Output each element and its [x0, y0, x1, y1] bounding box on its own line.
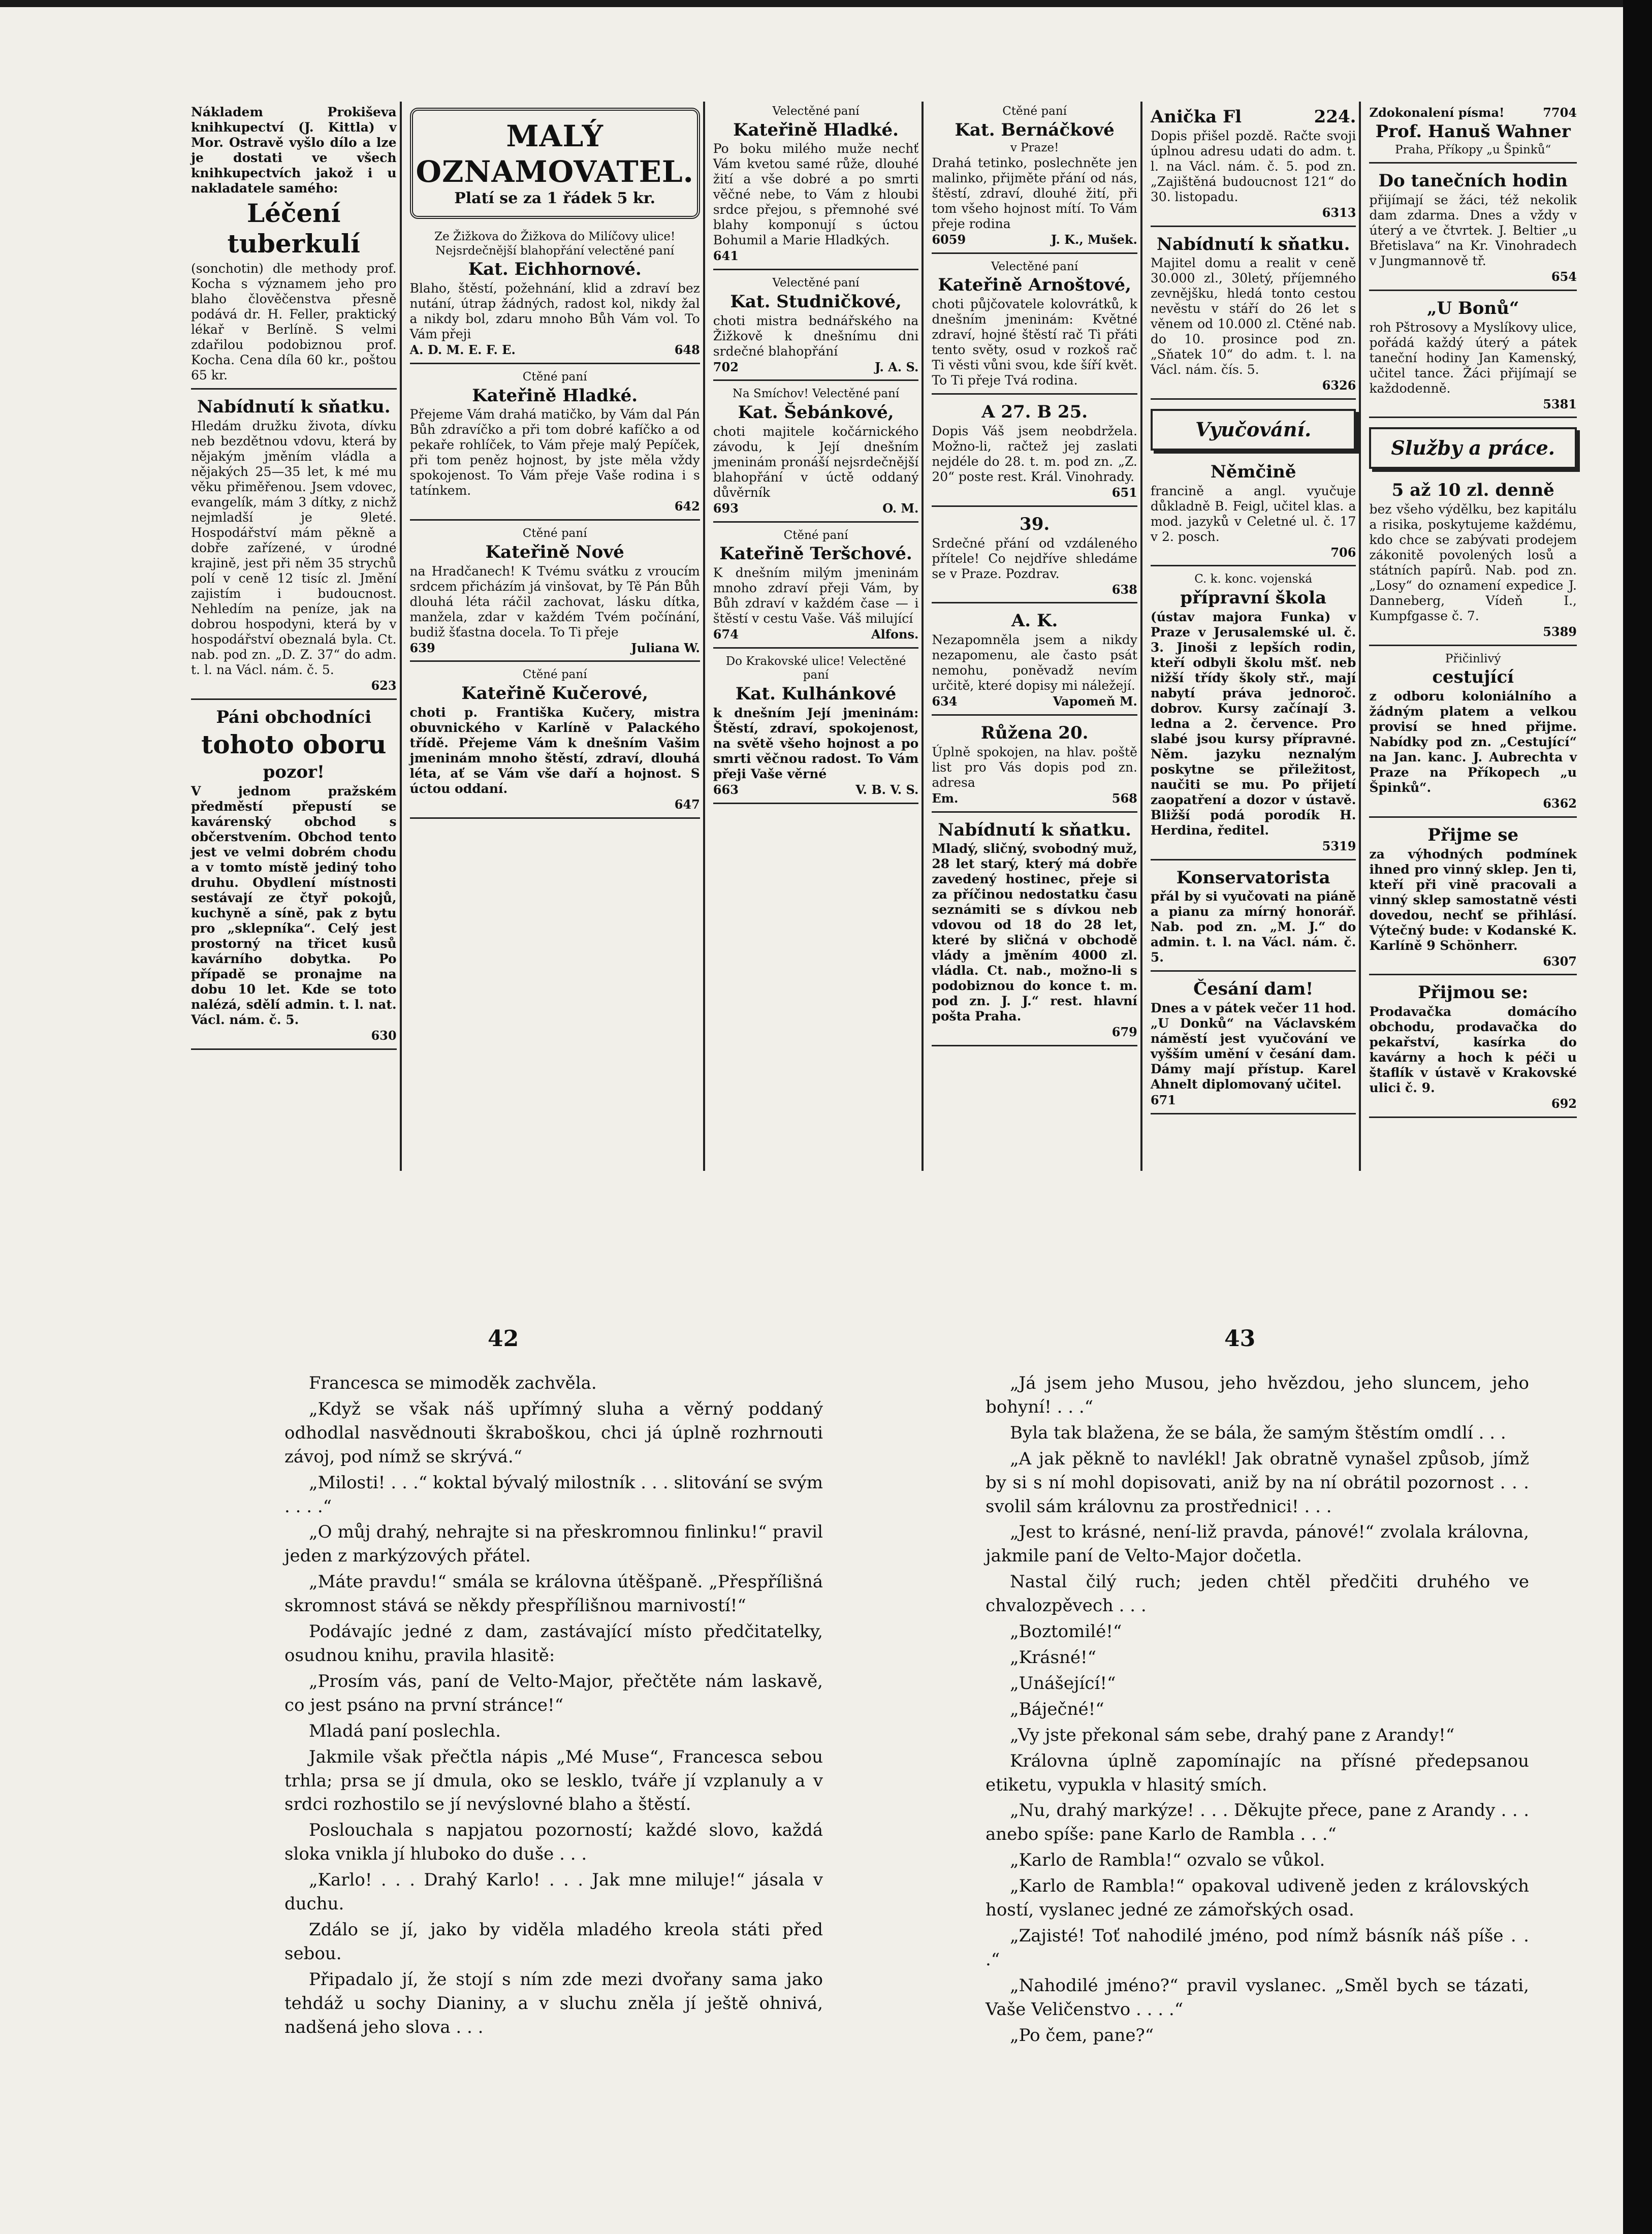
- greeting-ad: [932, 257, 1137, 395]
- ad-number: 642: [674, 499, 700, 514]
- dance-ad: [1369, 167, 1577, 291]
- ad-greeting: Ctěné paní: [522, 370, 587, 384]
- ad-title: A. K.: [1011, 611, 1058, 631]
- ad-number: 674: [713, 626, 739, 642]
- greeting-ad: [410, 665, 700, 818]
- ad-greeting: Velectěné paní: [772, 105, 860, 118]
- ad-footer: [410, 499, 700, 514]
- story-paragraph: „Zajisté! Toť nahodilé jméno, pod nímž básník náš píše . . .“: [986, 1925, 1529, 1970]
- ad-footer: [1369, 270, 1577, 284]
- story-paragraph: „Milosti! . . .“ koktal bývalý milostník . . . slitování se svým . . . .“: [284, 1472, 823, 1517]
- ad-greeting: Ctěné paní: [522, 668, 587, 682]
- ad-body: k dnešním Její jmeninám: Štěstí, zdraví, spokojenost, na světě všeho hojnost a po smrti věčnou radost. To Vám přeji Vaše věrné: [713, 705, 919, 781]
- ad-name: Prof. Hanuš Wahner: [1375, 121, 1571, 142]
- ad-recipient: Kateřině Arnoštové,: [938, 275, 1131, 296]
- ad-body: Dnes a v pátek večer 11 hod. „U Donků“ na Václavském náměstí jest vyučování ve vyšším umění v česání dam. Dámy mají přístup. Karel Ahnelt diplomovaný učitel.: [1150, 1001, 1356, 1092]
- story-paragraph: „Já jsem jeho Musou, jeho hvězdou, jeho sluncem, jeho bohyní! . . .“: [986, 1373, 1529, 1417]
- story-paragraph: „Karlo de Rambla!“ opakoval udiveně jeden z královských hostí, vyslanec jedné ze zámořských osad.: [986, 1876, 1529, 1921]
- ad-signature: J. A. S.: [874, 359, 919, 374]
- ad-code: 224.: [1314, 107, 1356, 127]
- dance-ad: [1369, 294, 1577, 419]
- ad-signature: O. M.: [882, 500, 919, 516]
- greeting-ad: [410, 227, 700, 364]
- ad-number: 6059: [932, 232, 966, 247]
- ad-greeting: Do Krakovské ulice! Velectěné paní: [725, 654, 906, 682]
- ad-title: Zdokonalení písma!: [1369, 105, 1505, 120]
- ad-title: cestující: [1432, 667, 1514, 688]
- greeting-ad: [713, 652, 919, 804]
- book-title: Léčení tuberkulí: [227, 198, 361, 259]
- story-paragraph: „Karlo de Rambla!“ ozvalo se vůkol.: [1010, 1850, 1325, 1871]
- ad-number: 702: [713, 359, 739, 374]
- ad-number: 568: [1111, 790, 1137, 806]
- story-paragraph: „Po čem, pane?“: [1010, 2025, 1154, 2046]
- story-paragraph: Jakmile však přečtla nápis „Mé Muse“, Francesca sebou trhla; prsa se jí dmula, oko se lesklo, tváře jí vzplanuly a v srdci rozhostilo se jí nevýslovné blaho a štěstí.: [284, 1746, 823, 1815]
- ad-greeting: Velectěné paní: [991, 260, 1078, 273]
- ad-body: z odboru koloniálního a žádným platem a velkou provisí se hned přijme. Nabídky pod zn. „Cestující“ na Jan. kanc. J. Aubrechta v Praze na Příkopech „u Špinků“.: [1369, 688, 1577, 795]
- ad-title: Česání dam!: [1193, 979, 1314, 1000]
- ad-number: 639: [409, 640, 435, 655]
- marriage-ad-3: [1151, 230, 1356, 400]
- ad-body: choti mistra bednářského na Žižkově k dnešnímu dni srdečné blahopřání: [713, 313, 919, 359]
- ad-title: Růžena 20.: [980, 722, 1089, 743]
- story-paragraph: „Krásné!“: [1010, 1647, 1097, 1668]
- business-ad: [191, 703, 397, 1050]
- ad-signature: Em.: [932, 790, 959, 806]
- scan-right-edge: [1623, 0, 1652, 2234]
- personal-ad: [932, 398, 1137, 507]
- ads-column-6: [1366, 102, 1580, 1171]
- ad-body: francině a angl. vyučuje důkladně B. Feigl, učitel klas. a mod. jazyků v Celetné ul. č. 17 v 2. posch.: [1150, 483, 1356, 544]
- ad-title: Anička Fl: [1150, 107, 1242, 127]
- hairdressing-ad: [1151, 975, 1356, 1114]
- ad-body: choti p. Františka Kučery, mistra obuvnického v Karlíně v Palackého třídě. Přejeme Vám k dnešním Vašim jmeninám mnoho štěstí, zdraví, dlouhá léta, ať se Vám vše daří a hojnost. S úctou oddaní.: [409, 705, 700, 796]
- ad-footer: [1369, 954, 1577, 969]
- ad-body: Mladý, sličný, svobodný muž, 28 let starý, který má dobře zavedený hostinec, přeje si za příčinou nedostatku času seznámiti se s dívkou neb vdovou od 18 do 28 let, které by sličná v obchodě vlády a jměním 4000 zl. vládla. Ct. nab., možno-li s podobiznou do konce t. m. pod zn. J. J.“ rest. hlavní pošta Praha.: [932, 841, 1137, 1024]
- ad-body: přál by si vyučovati na piáně a pianu za mírný honorář. Nab. pod zn. „M. J.“ do admin. t. l. na Václ. nám. č. 5.: [1150, 889, 1356, 965]
- story-paragraph: Mladá paní poslechla.: [309, 1720, 501, 1741]
- greeting-ad: [713, 384, 919, 522]
- ad-body: Přejeme Vám drahá matičko, by Vám dal Pán Bůh zdravíčko a při tom dobré kafíčko a od pekaře rohlíček, to Vám přeje malý Pepíček, při tom peněz hojnost, by jste měla vždy spokojenost. To Vám přeje Vaše rodina i s tatínkem.: [409, 407, 700, 498]
- marriage-ad-1: [191, 393, 397, 700]
- ad-body: roh Pštrosovy a Myslíkovy ulice, pořádá každý úterý a pátek taneční hodiny Jan Kamenský, učitel tance. Žáci přijímají se každodenně.: [1369, 320, 1577, 396]
- ad-footer: [410, 343, 700, 358]
- story-paragraph: „O můj drahý, nehrajte si na přeskromnou finlinku!“ pravil jeden z markýzových přátel.: [284, 1522, 823, 1567]
- story-paragraph: „Prosím vás, paní de Velto-Major, přečtěte nám laskavě, co jest psáno na první stránce!“: [284, 1671, 823, 1715]
- greeting-ad: [713, 273, 919, 381]
- ad-number: 6362: [1543, 795, 1577, 811]
- job-ad: [1369, 476, 1577, 646]
- ad-footer: [713, 501, 919, 516]
- ad-signature: J. K., Mušek.: [1051, 232, 1137, 247]
- ad-title-row: [1151, 106, 1356, 129]
- story-paragraph: Nastal čilý ruch; jeden chtěl předčiti druhého ve chvalozpěvech . . .: [986, 1572, 1529, 1616]
- ad-footer: [410, 797, 700, 812]
- ad-greeting: Ze Žižkova do Žižkova do Milíčovy ulice! Nejsrdečnější blahopřání velectěné paní: [434, 230, 676, 258]
- section-title: MALÝ OZNAMOVATEL.: [416, 119, 694, 189]
- ad-number: 679: [1111, 1025, 1137, 1040]
- ad-footer: [932, 694, 1137, 709]
- ads-column-3: [710, 102, 924, 1171]
- section-title-box: [410, 108, 700, 219]
- ad-body: Srdečné přání od vzdáleného přítele! Co nejdříve shledáme se v Praze. Pozdrav.: [932, 535, 1137, 581]
- ad-recipient: Kateřině Hladké.: [472, 385, 638, 406]
- ad-signature: V. B. V. S.: [855, 782, 919, 797]
- ad-number: 6313: [1322, 205, 1356, 220]
- business-pozor: pozor!: [263, 762, 325, 783]
- ad-recipient: Kateřině Kučerové,: [461, 683, 648, 704]
- ad-number: 692: [1551, 1096, 1577, 1111]
- greeting-ad: [713, 526, 919, 649]
- lesson-ad: [1151, 458, 1356, 567]
- ad-body: za výhodných podmínek ihned pro vinný sklep. Jen ti, kteří při vině pracovali a vinný sklep samostatně vésti dovedou, nechť se přihlásí. Výtečný bude: v Kodanské K. Karlíně 9 Schönherr.: [1369, 846, 1577, 953]
- story-paragraph: „A jak pěkně to navlékl! Jak obratně vynašel způsob, jímž by si s ní mohl dopisovati, aniž by na ní obrátil pozornost . . . svolil sám královnu za prostřednici! . . .: [986, 1448, 1529, 1517]
- ad-recipient: Kateřině Teršchové.: [719, 544, 912, 564]
- ad-footer: [932, 486, 1137, 500]
- ad-recipient: Kat. Kulhánkové: [735, 683, 897, 704]
- ad-number: 663: [713, 782, 739, 797]
- personal-ad: [1151, 102, 1356, 227]
- ad-footer: [1369, 1097, 1577, 1111]
- story-paragraph: Podávajíc jedné z dam, zastávající místo předčitatelky, osudnou knihu, pravila hlasitě:: [284, 1621, 823, 1666]
- marriage-footer: [191, 679, 397, 693]
- ad-footer: [932, 791, 1137, 806]
- ad-footer: [713, 249, 919, 264]
- ad-title: Němčině: [1210, 461, 1296, 482]
- ads-column-4: [929, 102, 1142, 1171]
- book-body: (sonchotin) dle methody prof. Kocha s významem jeho pro blaho člověčenstva přesně podává dr. H. Feller, praktický lékař v Berlíně. S velmi zdařilou podobiznou prof. Kocha. Cena díla 60 kr., poštou 65 kr.: [191, 261, 397, 382]
- ad-body: Po boku milého muže nechť Vám kvetou samé růže, dlouhé žití a vše dobré a po smrti věčné nebe, to Vám z hloubi srdce přejou, s přemnohé své blahy komponují s úctou Bohumil a Marie Hladkých.: [713, 141, 919, 248]
- ad-footer: [410, 641, 700, 656]
- job-ad: [1369, 978, 1577, 1118]
- ad-footer: [1151, 1093, 1356, 1108]
- ad-number: 671: [1150, 1093, 1176, 1108]
- business-footer: [191, 1029, 397, 1043]
- ad-body: přijímají se žáci, též nekolik dam zdarma. Dnes a vždy v úterý a ve čtvrtek. J. Beltier „u Břetislava“ na Kr. Vinohradech v Jungmannově tř.: [1369, 192, 1577, 268]
- ad-number: 634: [932, 694, 958, 709]
- ad-body: Nezapomněla jsem a nikdy nezapomenu, ale často psát nemohu, poněvadž nevím určitě, které dopisy mi náležejí.: [932, 632, 1137, 693]
- business-body: V jednom pražském předměstí přepustí se kavárenský obchod s občerstvením. Obchod tento jest ve velmi dobrém chodu a v tomto místě jediný toho druhu. Obydlení místnosti sestávají ze čtyř pokojů, kuchyně a síně, pak z bytu pro „sklepníka“. Celý jest prostorný na třicet kusů kavárního dobytka. Po případě se pronajme na dobu 10 let. Kde se toto nalézá, sdělí admin. t. l. nat. Václ. nám. č. 5.: [191, 784, 397, 1028]
- ad-footer: [1151, 839, 1356, 854]
- ad-number: 654: [1551, 269, 1577, 284]
- ad-signature: Vapomeň M.: [1053, 694, 1137, 709]
- ad-number: 6326: [1322, 378, 1356, 393]
- ad-footer: [713, 783, 919, 797]
- story-paragraph: „Jest to krásné, není-liž pravda, pánové!“ zvolala královna, jakmile paní de Velto-Major dočetla.: [986, 1522, 1529, 1567]
- ad-recipient: Kateřině Hladké.: [733, 119, 899, 140]
- ad-number: 5319: [1322, 838, 1356, 853]
- story-paragraph: „Když se však náš upřímný sluha a věrný poddaný odhodlal nasvědnouti škraboškou, chci já úplně rozhrnouti závoj, pod nímž se skrývá.“: [284, 1398, 823, 1467]
- ad-code: 7704: [1543, 105, 1577, 120]
- ad-footer: [713, 627, 919, 642]
- ad-number: 5381: [1543, 396, 1577, 411]
- ad-number: 693: [713, 500, 739, 516]
- section-banner-services: Služby a práce.: [1369, 427, 1577, 469]
- ad-signature: Alfons.: [871, 626, 919, 642]
- scan-top-edge: [0, 0, 1623, 7]
- ad-body: na Hradčanech! K Tvému svátku z vroucím srdcem přicházím já vinšovat, by Tě Pán Bůh dlouhá léta ráčil zachovat, lásku dítka, manžela, zdar v každém Tvém počínání, budiž šťastna docela. To Ti přeje: [409, 563, 700, 640]
- story-page-left: [284, 1371, 823, 2041]
- ad-title: Přijme se: [1427, 824, 1519, 845]
- marriage-body: Hledám družku života, dívku neb bezdětnou vdovu, která by nějakým jměním vládla a nějakých 25—35 let, k mé mu věku přiměřenou. Jsem vdovec, evangelík, mám 3 dítky, z nichž nejmladší je 9leté. Hospodářství mám pěkně a dobře zařízené, v úrodné krajině, jest při něm 35 strychů polí v ceně 12 tisíc zl. Jmění zajistím i budoucnost. Nehledím na peníze, jak na dobrou hospodyni, která by v hospodářství obeznalá byla. Ct. nab. pod zn. „D. Z. 37“ do adm. t. l. na Václ. nám. č. 5.: [191, 418, 397, 677]
- story-paragraph: „Boztomilé!“: [1010, 1621, 1122, 1642]
- ad-body: Majitel domu a realit v ceně 30.000 zl., 30letý, příjemného zevnějšku, hledá tonto cestou nevěstu v stáří do 26 let s věnem od 10.000 zl. Ctěné nab. do 10. prosince pod zn. „Sňatek 10“ do adm. t. l. na Václ. nám. čís. 5.: [1150, 256, 1356, 377]
- marriage-ad-2: [932, 816, 1137, 1047]
- ad-number: 623: [371, 678, 397, 693]
- classified-ads-section: [188, 102, 1580, 1171]
- ad-footer: [1151, 378, 1356, 393]
- section-banner-education: Vyučování.: [1151, 409, 1356, 451]
- ad-body: Dopis přišel pozdě. Račte svoji úplnou adresu udati do adm. t. l. na Václ. nám. č. 5. pod zn. „Zajištěná budoucnost 121“ do 30. listopadu.: [1150, 128, 1356, 204]
- ad-number: 641: [713, 248, 739, 264]
- page-number-left: 42: [488, 1326, 519, 1352]
- story-paragraph: „Báječné!“: [1010, 1699, 1104, 1719]
- ad-pretitle: C. k. konc. vojenská: [1194, 572, 1313, 586]
- ads-column-5: [1148, 102, 1361, 1171]
- personal-ad: [932, 719, 1137, 813]
- story-paragraph: Francesca se mimoděk zachvěla.: [309, 1373, 597, 1393]
- story-paragraph: „Máte pravdu!“ smála se královna útěšpaně. „Přespřílišná skromnost stává se někdy přespřílišnou marnivostí!“: [284, 1572, 823, 1616]
- ads-column-1: [188, 102, 402, 1171]
- ad-footer: [1369, 397, 1577, 412]
- story-paragraph: Zdálo se jí, jako by viděla mladého kreola státi před sebou.: [284, 1919, 823, 1964]
- publisher-text: Nákladem Prokiševa knihkupectví (J. Kittla) v Mor. Ostravě vyšlo dílo a lze je dostati ve všech knihkupectvích jakož i u nakladatele samého:: [191, 105, 397, 196]
- greeting-ad: [713, 102, 919, 270]
- story-paragraph: „Unášející!“: [1010, 1673, 1116, 1694]
- story-paragraph: Připadalo jí, že stojí s ním zde mezi dvořany sama jako tehdáž u sochy Dianiny, a v sluchu zněla jí ještě ohnivá, nadšená jeho slova . . .: [284, 1969, 823, 2037]
- ad-number: 638: [1111, 582, 1137, 597]
- ad-number: 706: [1330, 545, 1356, 560]
- ad-greeting: Ctěné paní: [522, 527, 587, 540]
- ad-number: 6307: [1543, 953, 1577, 969]
- ad-body: Úplně spokojen, na hlav. poště list pro Vás dopis pod zn. adresa: [932, 744, 1137, 790]
- ad-body: Blaho, štěstí, požehnání, klid a zdraví bez nutání, útrap žádných, radost kol, nikdy žal a nikdy bol, zdaru mnoho Bůh Vám vol. To Vám přeji: [409, 281, 700, 342]
- ad-footer: [932, 233, 1137, 247]
- ad-title: Do tanečních hodin: [1378, 171, 1568, 192]
- ad-pretitle: Přičinlivý: [1445, 652, 1501, 665]
- lesson-ad: [1369, 102, 1577, 164]
- ad-title: Nabídnutí k sňatku.: [1156, 234, 1350, 254]
- personal-ad: [932, 510, 1137, 604]
- ad-footer: [932, 583, 1137, 597]
- ad-title: Přijmou se:: [1418, 982, 1529, 1003]
- ad-greeting: Velectěné paní: [772, 276, 860, 290]
- ad-body: choti majitele kočárnického závodu, k Její dnešním jmeninám pronáší nejsrdečnější blahopřání v úctě oddaný důvěrník: [713, 424, 919, 500]
- ad-body: bez všeho výdělku, bez kapitálu a risika, poskytujeme každému, kdo chce se zabývati prodejem zákonitě povolených losů a státních papírů. Nab. pod zn. „Losy“ do oznamení expedice J. Danneberg, Vídeň I., Kumpfgasse č. 7.: [1369, 501, 1577, 623]
- marriage-heading: Nabídnutí k sňatku.: [197, 397, 391, 417]
- section-subtitle: Platí se za 1 řádek 5 kr.: [454, 189, 656, 208]
- ad-title: 5 až 10 zl. denně: [1391, 480, 1554, 500]
- ad-title: „U Bonů“: [1426, 298, 1519, 318]
- ad-number: 630: [371, 1028, 397, 1043]
- job-ad: [1369, 649, 1577, 818]
- story-paragraph: „Nahodilé jméno?“ pravil vyslanec. „Směl bych se tázati, Vaše Veličenstvo . . . .“: [986, 1975, 1529, 2020]
- ad-signature: Juliana W.: [631, 640, 700, 655]
- ad-number: 647: [674, 796, 700, 812]
- page-number-right: 43: [1224, 1326, 1256, 1352]
- ad-title: Nabídnutí k sňatku.: [938, 819, 1131, 840]
- ad-footer: [1151, 206, 1356, 220]
- story-page-right: [986, 1371, 1529, 2049]
- greeting-ad: [410, 524, 700, 662]
- ad-recipient: Kat. Šebánkové,: [738, 402, 894, 423]
- ad-title: 39.: [1020, 514, 1050, 534]
- ad-recipient: Kat. Bernáčkové: [955, 119, 1115, 140]
- ad-body: Dopis Váš jsem neobdržela. Možno-li, račtež jej zaslati nejdéle do 28. t. m. pod zn. „Z. 20“ poste rest. Král. Vinohrady.: [932, 423, 1137, 484]
- ad-recipient: Kat. Eichhornové.: [468, 259, 642, 280]
- ad-title: A 27. B 25.: [981, 402, 1088, 423]
- business-heading: Páni obchodníci: [216, 707, 372, 727]
- ad-title: Konservatorista: [1176, 867, 1330, 888]
- greeting-ad: [932, 102, 1137, 254]
- story-paragraph: „Nu, drahý markýze! . . . Děkujte přece, pane z Arandy . . . anebo spíše: pane Karlo de Rambla . . .“: [986, 1800, 1529, 1845]
- ad-recipient: Kat. Studničkové,: [730, 291, 902, 312]
- ad-title: přípravní škola: [1180, 587, 1327, 608]
- ad-title-row: [1369, 106, 1577, 120]
- ad-greeting: Ctěné paní: [783, 528, 848, 542]
- ad-number: 5389: [1543, 624, 1577, 639]
- ad-body: Drahá tetinko, poslechněte jen malinko, přijměte přání od nás, štěstí, zdraví, dlouhé žití, při tom všeho hojnost mítí. To Vám přeje rodina: [932, 155, 1137, 231]
- business-big-heading: tohoto oboru: [201, 729, 387, 760]
- story-paragraph: Byla tak blažena, že se bála, že samým štěstím omdlí . . .: [1010, 1422, 1506, 1443]
- ad-greeting: Na Smíchov! Velectěné paní: [732, 387, 900, 401]
- school-ad: [1151, 569, 1356, 860]
- ad-body: Prodavačka domácího obchodu, prodavačka do pekařství, kasírka do kavárny a hoch k péči u štaflík v ústavě v Krakovské ulici č. 9.: [1369, 1004, 1577, 1096]
- ads-column-2: [407, 102, 705, 1171]
- ad-footer: [1151, 546, 1356, 560]
- ad-number: 648: [674, 342, 700, 358]
- ad-body: K dnešním milým jmeninám mnoho zdraví přeji Vám, by Bůh zdraví v každém čase — i štěstí v cestu Vaše. Váš milující: [713, 565, 919, 626]
- ad-place: v Praze!: [1010, 141, 1059, 155]
- story-paragraph: Poslouchala s napjatou pozorností; každé slovo, každá sloka vnikla jí hluboko do duše . . .: [284, 1820, 823, 1865]
- ad-greeting: Ctěné paní: [1002, 105, 1067, 118]
- lesson-ad: [1151, 864, 1356, 972]
- personal-ad: [932, 607, 1137, 716]
- story-paragraph: „Karlo! . . . Drahý Karlo! . . . Jak mne miluje!“ jásala v duchu.: [284, 1870, 823, 1914]
- greeting-ad: [410, 367, 700, 521]
- ad-footer: [1369, 796, 1577, 811]
- ad-footer: [1369, 625, 1577, 640]
- book-ad: [191, 102, 397, 390]
- story-paragraph: Královna úplně zapomínajíc na přísné předepsanou etiketu, vypukla v hlasitý smích.: [986, 1750, 1529, 1795]
- ad-body: (ústav majora Funka) v Praze v Jerusalemské ul. č. 3. Jinoši z lepších rodin, kteří odbyli školu mšť. neb nižší třídy školy stř., mají nabytí práva jednoroč. dobrov. Kursy začínají 3. ledna a 2. července. Pro slabé jsou kursy přípravné. Něm. jazyku neznalým poskytne se přiležitost, naučiti se mu. Po přijetí zaopatření a dozor v ústavě. Bližší podá porodík H. Herdina, ředitel.: [1150, 609, 1356, 838]
- story-paragraph: „Vy jste překonal sám sebe, drahý pane z Arandy!“: [1010, 1725, 1455, 1745]
- ad-recipient: Kateřině Nové: [485, 541, 624, 562]
- ad-footer: [932, 1025, 1137, 1040]
- ad-address: Praha, Příkopy „u Špinků“: [1395, 143, 1551, 156]
- ad-number: 651: [1111, 485, 1137, 500]
- ad-footer: [713, 360, 919, 375]
- ad-signature: A. D. M. E. F. E.: [409, 342, 516, 358]
- ad-body: choti půjčovatele kolovrátků, k dnešním jmeninám: Květné zdraví, hojné štěstí rač Ti přáti tento světy, osud v rozkoš rač Ti věsti vůni svou, kde šíří květ. To Ti přeje Tvá rodina.: [932, 297, 1137, 388]
- job-ad: [1369, 821, 1577, 976]
